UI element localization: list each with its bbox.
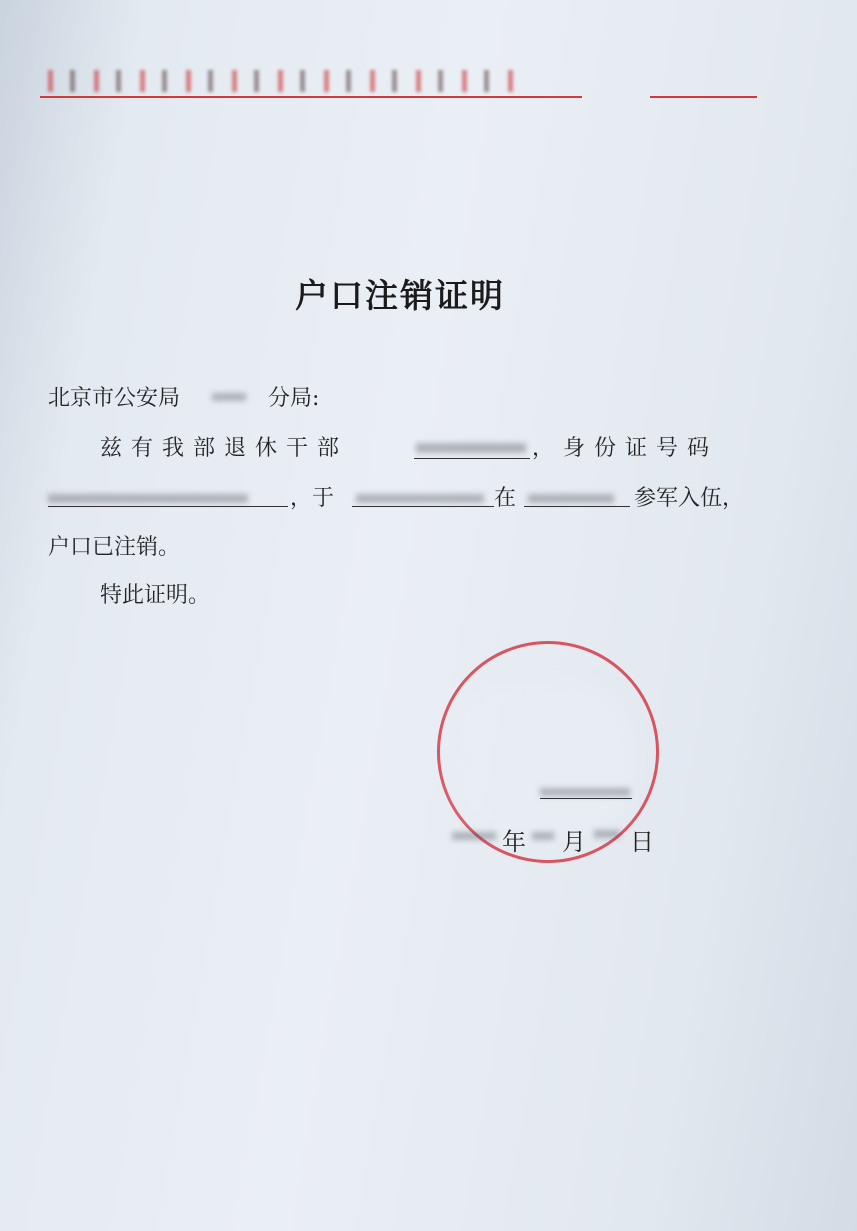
id-number-underline <box>48 506 288 507</box>
closing-text: 特此证明。 <box>100 583 211 608</box>
header-red-rule-left <box>40 96 582 98</box>
redacted-letterhead <box>48 70 518 92</box>
date-day: 日 <box>630 828 654 856</box>
redacted-enlist-date <box>356 494 484 503</box>
body-line1-prefix: 兹有我部退休干部 <box>100 436 349 461</box>
addressee-suffix: 分局: <box>268 386 320 411</box>
header-red-rule-right <box>650 96 757 98</box>
redacted-id-number <box>48 494 248 503</box>
date-month: 月 <box>562 828 586 856</box>
body-line2-yu: ，于 <box>290 486 335 511</box>
document-title: 户口注销证明 <box>295 276 505 315</box>
body-line3: 户口已注销。 <box>48 535 181 560</box>
redacted-branch-name <box>212 393 246 401</box>
redacted-name <box>416 443 526 453</box>
redacted-day <box>594 830 620 838</box>
signer-underline <box>540 798 632 799</box>
addressee-prefix: 北京市公安局 <box>48 386 181 411</box>
redacted-month <box>532 832 554 840</box>
redacted-year <box>452 832 496 840</box>
enlist-date-underline <box>352 506 494 507</box>
name-underline <box>414 458 530 459</box>
body-line2-suffix: 参军入伍， <box>634 486 745 511</box>
enlist-place-underline <box>524 506 630 507</box>
body-line2-zai: 在 <box>494 486 517 511</box>
redacted-signer <box>540 788 630 796</box>
redacted-enlist-place <box>528 494 614 503</box>
redacted-seal-contents <box>455 680 635 840</box>
body-line1-suffix: ，身份证号码 <box>532 436 719 461</box>
date-year: 年 <box>502 828 526 856</box>
